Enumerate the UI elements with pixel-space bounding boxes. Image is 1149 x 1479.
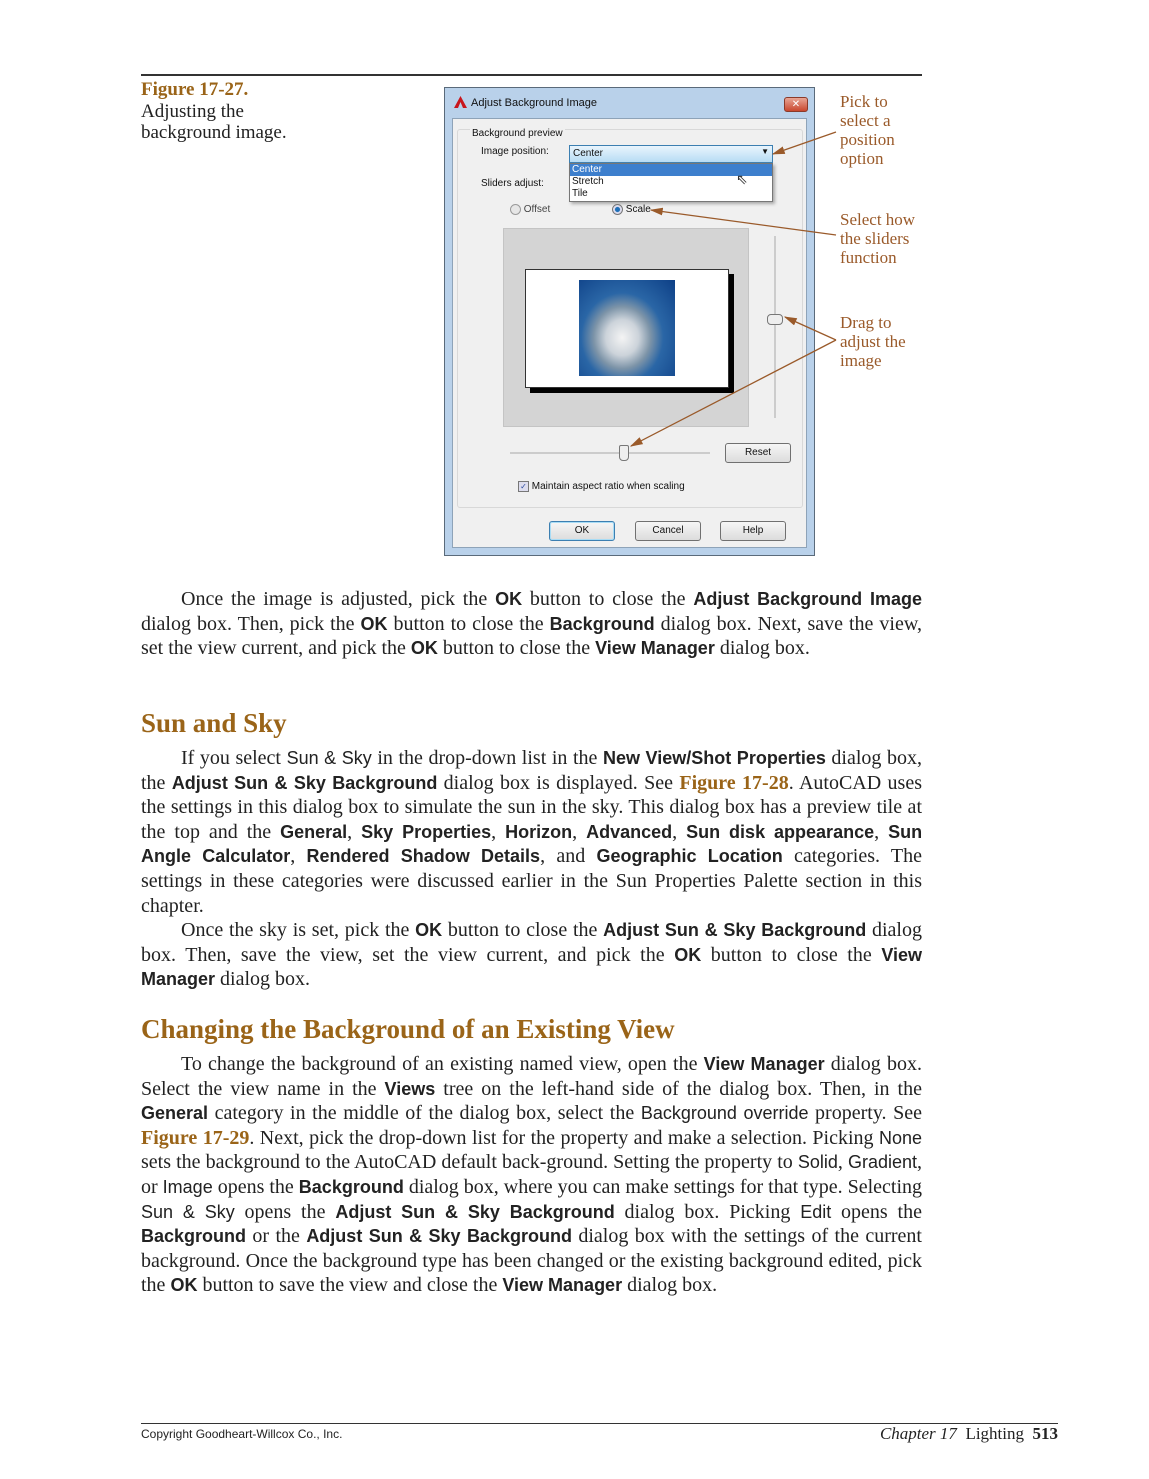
text-run: . Next, pick the drop-down list for the property and make a selection. Picking	[249, 1126, 879, 1149]
text-run: dialog box. Select the view name in the	[141, 1053, 922, 1100]
text-run: opens the	[212, 1175, 299, 1198]
callout-arrow-position	[773, 132, 836, 154]
close-icon: ✕	[791, 99, 801, 110]
callout-arrow-horizontal	[631, 340, 836, 446]
ui-term: View Manager	[595, 638, 715, 659]
paragraph	[141, 746, 922, 918]
callout-line: image	[840, 351, 882, 370]
callout-sliders	[840, 210, 915, 267]
ui-term: Adjust Sun & Sky Background	[306, 1226, 572, 1247]
option-term: Sun & Sky	[141, 1201, 235, 1222]
text-run: ,	[290, 845, 307, 868]
footer-chapter: Chapter 17	[879, 1424, 957, 1443]
text-run: ,	[347, 820, 362, 843]
heading-changing-background: Changing the Background of an Existing View	[141, 1014, 675, 1044]
callout-line: function	[840, 248, 897, 267]
text-run: ,	[837, 1151, 848, 1174]
option-term: Sun & Sky	[286, 748, 372, 768]
page-number: 513	[1032, 1424, 1058, 1443]
callout-line: Pick to	[840, 92, 888, 111]
text-run: button to close the	[701, 943, 882, 966]
callout-line: position	[840, 130, 895, 149]
text-run: If you select	[181, 747, 287, 769]
paragraph	[141, 918, 922, 992]
ui-term: OK	[360, 613, 388, 634]
text-run: or the	[246, 1225, 307, 1248]
text-run: button to save the view and close the	[197, 1274, 503, 1297]
dropdown-option-tile[interactable]: Tile	[572, 188, 588, 199]
text-run: property. See	[808, 1102, 922, 1125]
option-term: Edit	[800, 1201, 832, 1222]
caption-line: background image.	[141, 122, 287, 143]
ui-term: General	[280, 821, 348, 842]
ui-term: OK	[170, 1275, 198, 1296]
option-term: Image	[162, 1176, 213, 1197]
ui-term: OK	[674, 944, 702, 965]
text-run: dialog box. Next, save the view, set the view current, and pick the	[141, 612, 922, 660]
ui-term: Advanced	[586, 821, 673, 842]
text-run: ,	[672, 820, 687, 843]
paragraph	[141, 587, 922, 661]
ui-term: General	[141, 1103, 209, 1124]
text-run: ,	[572, 820, 587, 843]
radio-offset-label: Offset	[523, 204, 551, 216]
text-run: ,	[874, 820, 889, 843]
text-run: , and	[540, 845, 597, 868]
ui-term: Adjust Sun & Sky Background	[171, 772, 438, 793]
dialog-title: Adjust Background Image	[471, 97, 597, 109]
cancel-button[interactable]: Cancel	[635, 521, 701, 541]
callout-line: Drag to	[840, 313, 892, 332]
checkmark-icon: ✓	[518, 481, 529, 492]
ui-term: Views	[384, 1078, 436, 1099]
ui-term: Adjust Sun & Sky Background	[335, 1201, 615, 1222]
text-run: To change the background of an existing named view, open the	[181, 1053, 704, 1075]
ui-term: Background	[141, 1226, 247, 1247]
dropdown-option-stretch[interactable]: Stretch	[572, 176, 604, 187]
ui-term: Background	[549, 613, 655, 634]
ui-term: OK	[410, 638, 438, 659]
callout-arrow-vertical	[785, 317, 836, 340]
figure-number: Figure 17-27.	[141, 79, 249, 100]
figure-reference-link[interactable]: Figure 17-28	[679, 771, 789, 794]
callout-position	[840, 92, 895, 168]
text-run: in the drop-down list in the	[371, 747, 603, 769]
combobox-value: Center	[573, 148, 604, 159]
page-footer	[880, 1424, 1058, 1444]
callout-line: option	[840, 149, 884, 168]
ok-button[interactable]: OK	[549, 521, 615, 541]
text-run: dialog box.	[714, 637, 810, 660]
text-run: sets the background to the AutoCAD default back-ground. Setting the property to	[141, 1151, 798, 1174]
ui-term: View Manager	[703, 1054, 825, 1074]
ui-term: Background	[298, 1176, 404, 1197]
copyright: Copyright Goodheart-Willcox Co., Inc.	[141, 1427, 343, 1441]
text-run: button to close the	[522, 588, 694, 610]
dropdown-option-center[interactable]: Center	[570, 164, 772, 176]
ui-term: Horizon	[505, 821, 573, 842]
caption-line: Adjusting the	[141, 101, 244, 122]
text-run: ,	[491, 820, 506, 843]
ui-term: Geographic Location	[596, 846, 783, 867]
callout-line: adjust the	[840, 332, 906, 351]
text-run: dialog box.	[622, 1274, 718, 1297]
text-run: dialog box. Then, save the view, set the view current, and pick the	[141, 919, 922, 966]
text-run: dialog box with the settings of the current background. Once the background type has been changed or the existing background edited, pick the	[141, 1225, 922, 1297]
maintain-aspect-label: Maintain aspect ratio when scaling	[531, 481, 685, 493]
option-term: None	[878, 1127, 922, 1148]
text-run: button to close the	[387, 612, 550, 635]
text-run: Once the sky is set, pick the	[181, 919, 416, 941]
text-run: . AutoCAD uses the settings in this dialog box to simulate the sun in the sky. This dialog box has a preview tile at the top and the	[141, 771, 923, 843]
callout-line: the sliders	[840, 229, 910, 248]
callout-arrow-sliders	[651, 210, 836, 235]
radio-scale-label: Scale	[625, 204, 651, 216]
ui-term: Sun disk appearance	[686, 821, 875, 842]
callout-line: select a	[840, 111, 891, 130]
ui-term: New View/Shot Properties	[602, 748, 826, 768]
ui-term: Sun Angle Calculator	[141, 821, 923, 867]
heading-sun-and-sky: Sun and Sky	[141, 708, 287, 738]
callout-drag	[840, 313, 906, 370]
reset-button[interactable]: Reset	[725, 443, 791, 463]
ui-term: Adjust Sun & Sky Background	[603, 920, 867, 940]
text-run: category in the middle of the dialog box, select the	[208, 1102, 641, 1125]
callout-arrows	[0, 0, 1149, 600]
text-run: opens the	[831, 1200, 922, 1223]
text-run: , or	[141, 1151, 922, 1198]
text-run: dialog box, where you can make settings for that type. Selecting	[403, 1175, 923, 1198]
chevron-down-icon: ▼	[761, 147, 769, 156]
text-run: dialog box. Then, pick the	[141, 612, 361, 635]
text-run: dialog box is displayed. See	[437, 771, 680, 794]
text-run: Once the image is adjusted, pick the	[181, 588, 496, 610]
option-term: Solid	[797, 1152, 838, 1173]
figure-reference-link[interactable]: Figure 17-29	[141, 1126, 250, 1149]
text-run: dialog box, the	[141, 747, 922, 794]
footer-section: Lighting	[965, 1424, 1024, 1443]
option-term: Background override	[640, 1103, 809, 1124]
text-run: dialog box. Picking	[614, 1200, 801, 1223]
ui-term: Rendered Shadow Details	[306, 846, 541, 867]
sliders-adjust-label: Sliders adjust:	[481, 178, 544, 189]
image-position-label: Image position:	[481, 146, 549, 157]
mouse-cursor-icon: ⇖	[736, 171, 748, 187]
text-run: categories. The settings in these categories were discussed earlier in the Sun Properties Palette section in this chapter.	[141, 845, 923, 917]
text-run: dialog box.	[215, 968, 311, 991]
help-button[interactable]: Help	[720, 521, 786, 541]
ui-term: View Manager	[502, 1275, 623, 1296]
ui-term: OK	[495, 589, 523, 609]
ui-term: OK	[415, 920, 443, 940]
ui-term: View Manager	[141, 944, 923, 990]
group-label: Background preview	[472, 128, 563, 139]
ui-term: Sky Properties	[361, 821, 492, 842]
callout-line: Select how	[840, 210, 916, 229]
text-run: tree on the left-hand side of the dialog box. Then, in the	[435, 1077, 922, 1100]
text-run: button to close the	[437, 637, 596, 660]
paragraph	[141, 1052, 922, 1298]
text-run: opens the	[234, 1200, 336, 1223]
option-term: Gradient	[847, 1152, 917, 1173]
text-run: button to close the	[442, 919, 604, 941]
ui-term: Adjust Background Image	[693, 589, 923, 609]
